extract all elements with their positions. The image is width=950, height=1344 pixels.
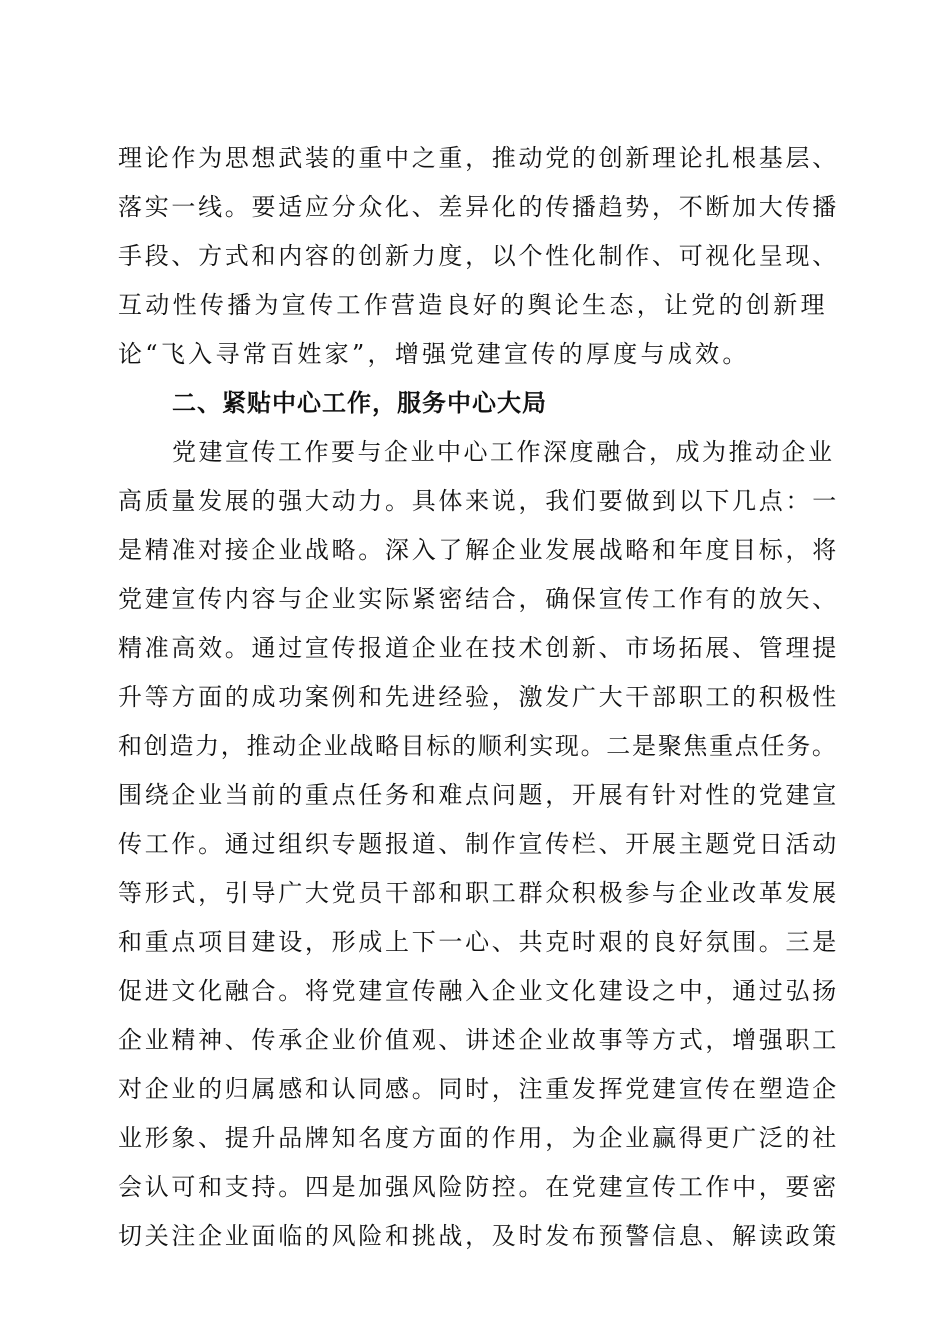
body-text-line: 升等方面的成功案例和先进经验，激发广大干部职工的积极性: [118, 683, 839, 711]
body-text-line: 手段、方式和内容的创新力度，以个性化制作、可视化呈现、: [118, 242, 839, 270]
body-text-line: 等形式，引导广大党员干部和职工群众积极参与企业改革发展: [118, 879, 839, 907]
body-text-line: 党建宣传工作要与企业中心工作深度融合，成为推动企业: [172, 438, 835, 466]
section-heading: 二、紧贴中心工作，服务中心大局: [172, 389, 547, 417]
body-text-line: 落实一线。要适应分众化、差异化的传播趋势，不断加大传播: [118, 193, 839, 221]
body-text-line: 会认可和支持。四是加强风险防控。在党建宣传工作中，要密: [118, 1173, 839, 1201]
body-text-line: 论“飞入寻常百姓家”，增强党建宣传的厚度与成效。: [118, 340, 750, 368]
body-text-line: 和重点项目建设，形成上下一心、共克时艰的良好氛围。三是: [118, 928, 839, 956]
body-text-line: 是精准对接企业战略。深入了解企业发展战略和年度目标，将: [118, 536, 839, 564]
body-text-line: 对企业的归属感和认同感。同时，注重发挥党建宣传在塑造企: [118, 1075, 839, 1103]
body-text-line: 精准高效。通过宣传报道企业在技术创新、市场拓展、管理提: [118, 634, 839, 662]
body-text-line: 企业精神、传承企业价值观、讲述企业故事等方式，增强职工: [118, 1026, 839, 1054]
body-text-line: 传工作。通过组织专题报道、制作宣传栏、开展主题党日活动: [118, 830, 839, 858]
body-text-line: 理论作为思想武装的重中之重，推动党的创新理论扎根基层、: [118, 144, 839, 172]
body-text-line: 切关注企业面临的风险和挑战，及时发布预警信息、解读政策: [118, 1222, 839, 1250]
body-text-line: 业形象、提升品牌知名度方面的作用，为企业赢得更广泛的社: [118, 1124, 839, 1152]
body-text-line: 促进文化融合。将党建宣传融入企业文化建设之中，通过弘扬: [118, 977, 839, 1005]
body-text-line: 党建宣传内容与企业实际紧密结合，确保宣传工作有的放矢、: [118, 585, 839, 613]
body-text-line: 和创造力，推动企业战略目标的顺利实现。二是聚焦重点任务。: [118, 732, 838, 760]
body-text-line: 高质量发展的强大动力。具体来说，我们要做到以下几点：一: [118, 487, 839, 515]
body-text-line: 围绕企业当前的重点任务和难点问题，开展有针对性的党建宣: [118, 781, 839, 809]
body-text-line: 互动性传播为宣传工作营造良好的舆论生态，让党的创新理: [118, 291, 828, 319]
